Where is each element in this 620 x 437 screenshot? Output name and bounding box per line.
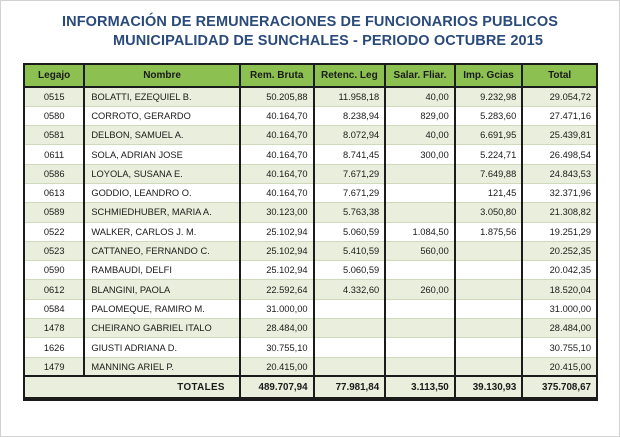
cell-total: 27.471,16 [522,106,596,125]
cell-salar-fliar [385,338,455,357]
cell-legajo: 0581 [25,126,84,145]
cell-total: 20.415,00 [522,357,596,376]
cell-salar-fliar: 560,00 [385,241,455,260]
cell-total: 30.755,10 [522,338,596,357]
column-header-total: Total [522,65,596,87]
cell-rem-bruta: 50.205,88 [240,87,314,106]
cell-rem-bruta: 25.102,94 [240,241,314,260]
cell-retenc-leg [314,319,386,338]
cell-nombre: CHEIRANO GABRIEL ITALO [84,319,240,338]
cell-salar-fliar: 1.084,50 [385,222,455,241]
table-row [25,299,596,318]
cell-nombre: SOLA, ADRIAN JOSE [84,145,240,164]
page-title-line-2: MUNICIPALIDAD DE SUNCHALES - PERIODO OCTUBRE 2015 [112,33,543,49]
table-row [25,203,596,222]
cell-legajo: 1479 [25,357,84,376]
cell-rem-bruta: 22.592,64 [240,280,314,299]
table-row [25,338,596,357]
totals-row [25,376,596,398]
cell-rem-bruta: 31.000,00 [240,299,314,318]
cell-salar-fliar [385,261,455,280]
totals-rem-bruta: 489.707,94 [240,376,314,398]
cell-retenc-leg: 8.072,94 [314,126,386,145]
cell-legajo: 0522 [25,222,84,241]
table-row [25,126,596,145]
cell-imp-gcias [455,338,523,357]
table-row [25,145,596,164]
cell-rem-bruta: 40.164,70 [240,145,314,164]
cell-retenc-leg: 5.060,59 [314,261,386,280]
cell-total: 26.498,54 [522,145,596,164]
totals-salar-fliar: 3.113,50 [385,376,455,398]
table-header-row [25,65,596,87]
table-row [25,261,596,280]
cell-nombre: MANNING ARIEL P. [84,357,240,376]
cell-imp-gcias [455,280,523,299]
cell-rem-bruta: 40.164,70 [240,164,314,183]
table-footer [25,376,596,398]
table-row [25,183,596,202]
cell-retenc-leg [314,299,386,318]
cell-retenc-leg: 7.671,29 [314,164,386,183]
cell-imp-gcias [455,319,523,338]
cell-retenc-leg: 8.238,94 [314,106,386,125]
cell-salar-fliar: 300,00 [385,145,455,164]
cell-nombre: BOLATTI, EZEQUIEL B. [84,87,240,106]
table-header [25,65,596,87]
cell-rem-bruta: 28.484,00 [240,319,314,338]
cell-total: 19.251,29 [522,222,596,241]
cell-total: 31.000,00 [522,299,596,318]
column-header-imp-gcias: Imp. Gcias [455,65,523,87]
cell-total: 21.308,82 [522,203,596,222]
cell-nombre: DELBON, SAMUEL A. [84,126,240,145]
page-title-line-1: INFORMACIÓN DE REMUNERACIONES DE FUNCIONARIOS PUBLICOS [62,14,558,30]
cell-rem-bruta: 30.755,10 [240,338,314,357]
cell-salar-fliar [385,299,455,318]
cell-rem-bruta: 40.164,70 [240,106,314,125]
cell-imp-gcias: 3.050,80 [455,203,523,222]
cell-retenc-leg: 7.671,29 [314,183,386,202]
cell-nombre: CATTANEO, FERNANDO C. [84,241,240,260]
cell-nombre: SCHMIEDHUBER, MARIA A. [84,203,240,222]
cell-nombre: GIUSTI ADRIANA D. [84,338,240,357]
column-header-retenc-leg: Retenc. Leg [314,65,386,87]
totals-retenc-leg: 77.981,84 [314,376,386,398]
cell-nombre: CORROTO, GERARDO [84,106,240,125]
cell-total: 28.484,00 [522,319,596,338]
cell-legajo: 1478 [25,319,84,338]
table-row [25,164,596,183]
cell-retenc-leg: 5.060,59 [314,222,386,241]
cell-salar-fliar [385,183,455,202]
cell-imp-gcias: 5.224,71 [455,145,523,164]
cell-total: 29.054,72 [522,87,596,106]
cell-salar-fliar [385,357,455,376]
column-header-rem-bruta: Rem. Bruta [240,65,314,87]
cell-salar-fliar [385,203,455,222]
cell-salar-fliar [385,319,455,338]
remuneraciones-table-container [23,63,598,401]
table-row [25,319,596,338]
cell-legajo: 1626 [25,338,84,357]
cell-total: 32.371,96 [522,183,596,202]
table-row [25,222,596,241]
cell-legajo: 0590 [25,261,84,280]
column-header-nombre: Nombre [84,65,240,87]
cell-retenc-leg: 5.410,59 [314,241,386,260]
cell-total: 18.520,04 [522,280,596,299]
cell-salar-fliar: 260,00 [385,280,455,299]
cell-legajo: 0611 [25,145,84,164]
cell-imp-gcias [455,357,523,376]
column-header-salar-fliar: Salar. Fliar. [385,65,455,87]
cell-rem-bruta: 30.123,00 [240,203,314,222]
cell-rem-bruta: 20.415,00 [240,357,314,376]
cell-legajo: 0580 [25,106,84,125]
cell-legajo: 0584 [25,299,84,318]
cell-retenc-leg: 8.741,45 [314,145,386,164]
cell-nombre: WALKER, CARLOS J. M. [84,222,240,241]
cell-imp-gcias [455,299,523,318]
cell-salar-fliar: 40,00 [385,126,455,145]
totals-label: TOTALES [25,376,240,398]
table-body [25,87,596,376]
cell-rem-bruta: 25.102,94 [240,222,314,241]
cell-legajo: 0589 [25,203,84,222]
cell-imp-gcias [455,261,523,280]
totals-imp-gcias: 39.130,93 [455,376,523,398]
cell-nombre: LOYOLA, SUSANA E. [84,164,240,183]
cell-total: 20.042,35 [522,261,596,280]
cell-rem-bruta: 40.164,70 [240,183,314,202]
cell-salar-fliar: 40,00 [385,87,455,106]
cell-rem-bruta: 25.102,94 [240,261,314,280]
table-row [25,357,596,376]
cell-legajo: 0612 [25,280,84,299]
cell-nombre: PALOMEQUE, RAMIRO M. [84,299,240,318]
table-row [25,241,596,260]
cell-retenc-leg [314,338,386,357]
cell-total: 20.252,35 [522,241,596,260]
document-header [1,1,619,51]
cell-nombre: RAMBAUDI, DELFI [84,261,240,280]
table-row [25,280,596,299]
cell-imp-gcias [455,241,523,260]
remuneraciones-table [25,65,596,399]
cell-imp-gcias: 9.232,98 [455,87,523,106]
cell-total: 25.439,81 [522,126,596,145]
cell-rem-bruta: 40.164,70 [240,126,314,145]
cell-salar-fliar [385,164,455,183]
cell-total: 24.843,53 [522,164,596,183]
cell-legajo: 0586 [25,164,84,183]
cell-imp-gcias: 6.691,95 [455,126,523,145]
cell-nombre: BLANGINI, PAOLA [84,280,240,299]
cell-nombre: GODDIO, LEANDRO O. [84,183,240,202]
cell-legajo: 0523 [25,241,84,260]
cell-salar-fliar: 829,00 [385,106,455,125]
cell-imp-gcias: 7.649,88 [455,164,523,183]
cell-retenc-leg: 4.332,60 [314,280,386,299]
cell-legajo: 0515 [25,87,84,106]
totals-total: 375.708,67 [522,376,596,398]
cell-imp-gcias: 1.875,56 [455,222,523,241]
column-header-legajo: Legajo [25,65,84,87]
cell-legajo: 0613 [25,183,84,202]
cell-retenc-leg [314,357,386,376]
table-row [25,87,596,106]
cell-retenc-leg: 11.958,18 [314,87,386,106]
cell-imp-gcias: 5.283,60 [455,106,523,125]
cell-imp-gcias: 121,45 [455,183,523,202]
table-row [25,106,596,125]
cell-retenc-leg: 5.763,38 [314,203,386,222]
